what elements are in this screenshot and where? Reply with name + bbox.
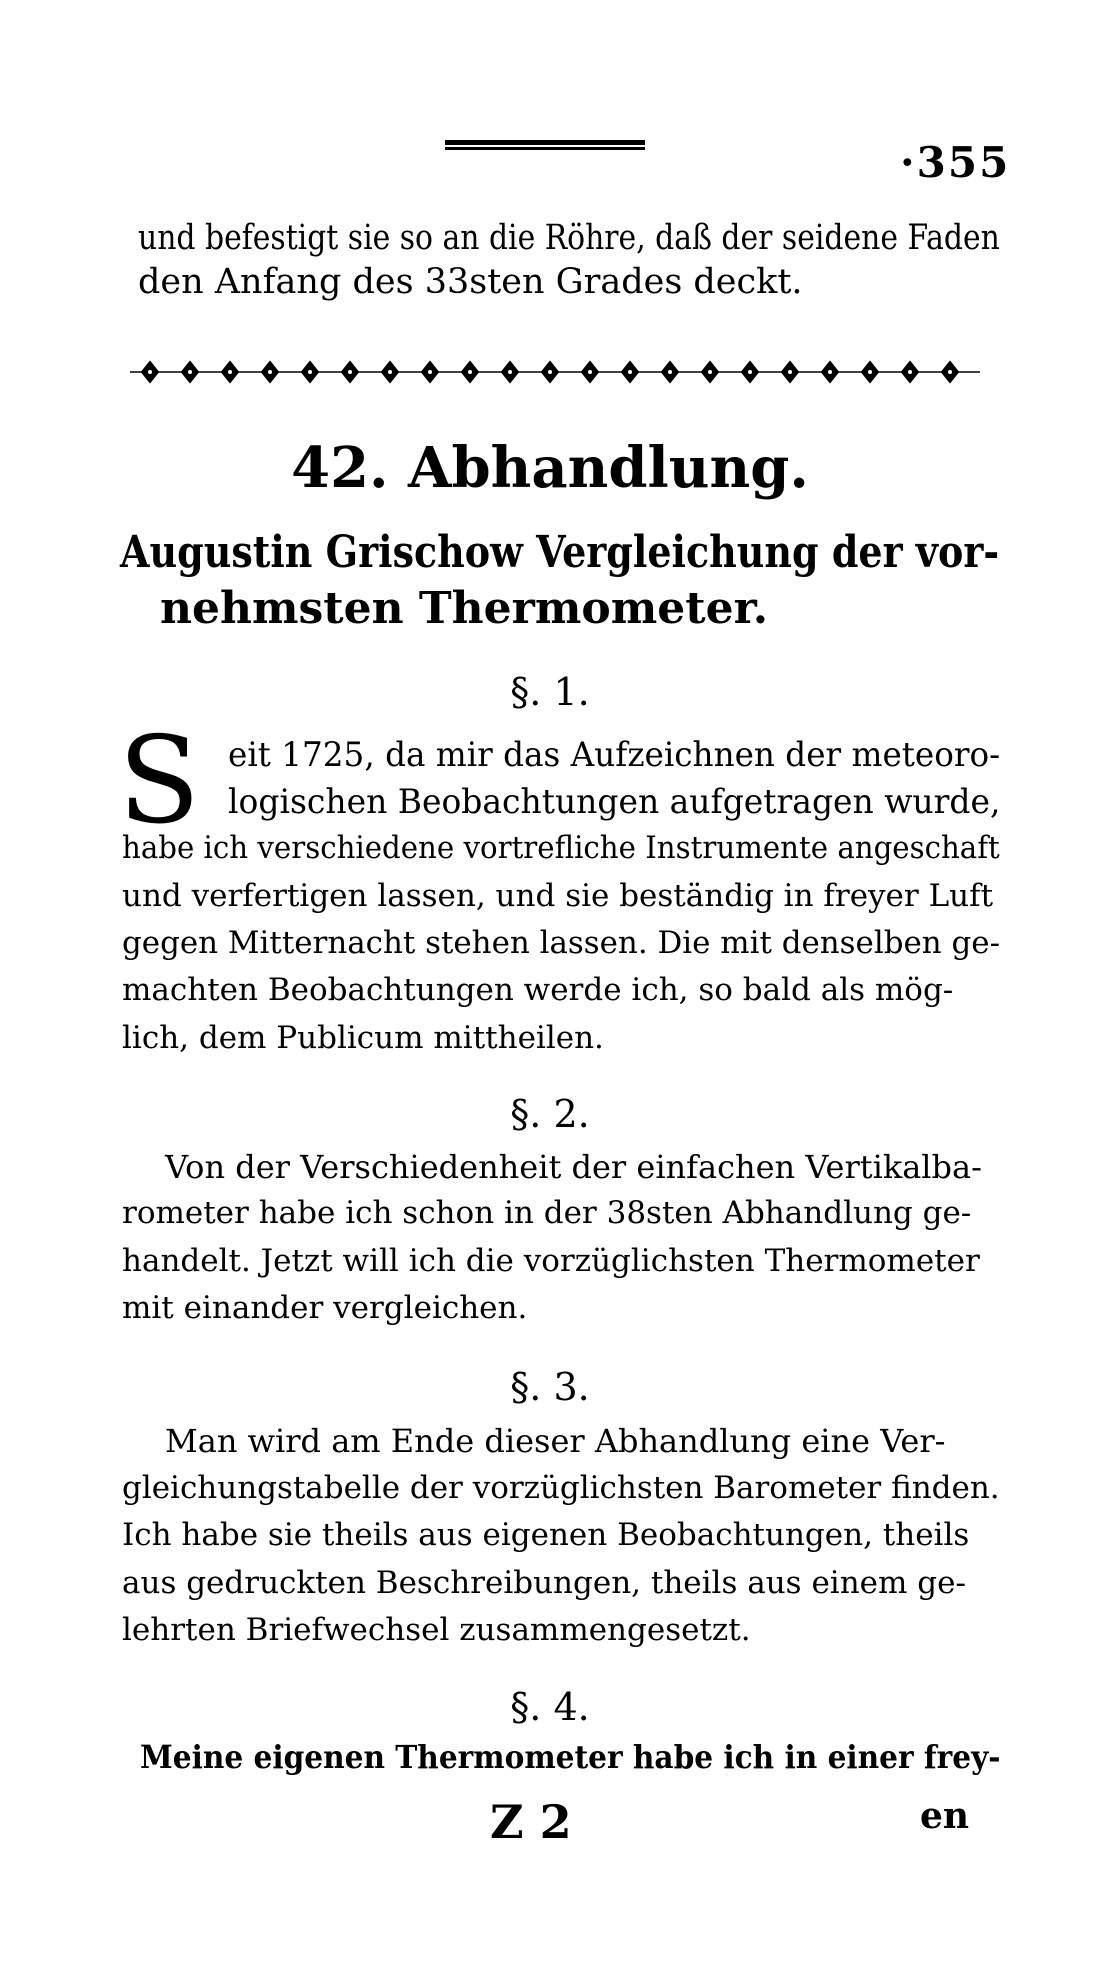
ornament-divider bbox=[130, 352, 980, 392]
text-line: lehrten Briefwechsel zusammengesetzt. bbox=[122, 1612, 751, 1648]
text-line: Von der Verschiedenheit der einfachen Vertikalba- bbox=[165, 1148, 982, 1186]
text-line: machten Beobachtungen werde ich, so bald als mög- bbox=[122, 972, 954, 1008]
text-line: und befestigt sie so an die Röhre, daß der seidene Faden bbox=[138, 218, 1000, 258]
catchword: en bbox=[920, 1795, 970, 1837]
text-line: Ich habe sie theils aus eigenen Beobachtungen, theils bbox=[122, 1517, 970, 1553]
text-line: gleichungstabelle der vorzüglichsten Barometer finden. bbox=[122, 1470, 1000, 1506]
text-line: mit einander vergleichen. bbox=[122, 1290, 528, 1326]
section-mark: §. 1. bbox=[510, 670, 590, 714]
text-line: und verfertigen lassen, und sie beständig in freyer Luft bbox=[122, 878, 994, 914]
text-line: gegen Mitternacht stehen lassen. Die mit denselben ge- bbox=[122, 925, 1001, 961]
text-line: logischen Beobachtungen aufgetragen wurde, bbox=[228, 782, 1001, 822]
text-line: lich, dem Publicum mittheilen. bbox=[122, 1020, 604, 1056]
text-line: aus gedruckten Beschreibungen, theils aus einem ge- bbox=[122, 1565, 966, 1601]
text-line: habe ich verschiedene vortrefliche Instrumente angeschaft bbox=[122, 830, 1000, 866]
header-rule bbox=[445, 140, 645, 152]
drop-cap: S bbox=[118, 712, 201, 851]
text-line: handelt. Jetzt will ich die vorzüglichsten Thermometer bbox=[122, 1243, 980, 1279]
section-mark: §. 2. bbox=[510, 1092, 590, 1136]
text-line: Meine eigenen Thermometer habe ich in einer frey- bbox=[140, 1738, 1001, 1776]
chapter-subtitle-line: Augustin Grischow Vergleichung der vor- bbox=[120, 527, 1000, 578]
page-number: ·355 bbox=[900, 138, 1011, 187]
text-line: rometer habe ich schon in der 38sten Abhandlung ge- bbox=[122, 1195, 972, 1231]
text-line: Man wird am Ende dieser Abhandlung eine Ver- bbox=[165, 1422, 946, 1460]
text-line: eit 1725, da mir das Aufzeichnen der meteoro- bbox=[228, 735, 1001, 775]
signature-mark: Z 2 bbox=[490, 1795, 572, 1849]
section-mark: §. 4. bbox=[510, 1685, 590, 1729]
section-mark: §. 3. bbox=[510, 1365, 590, 1409]
chapter-title: 42. Abhandlung. bbox=[291, 435, 809, 501]
text-line: den Anfang des 33sten Grades deckt. bbox=[138, 262, 803, 302]
chapter-subtitle-line: nehmsten Thermometer. bbox=[160, 583, 769, 634]
